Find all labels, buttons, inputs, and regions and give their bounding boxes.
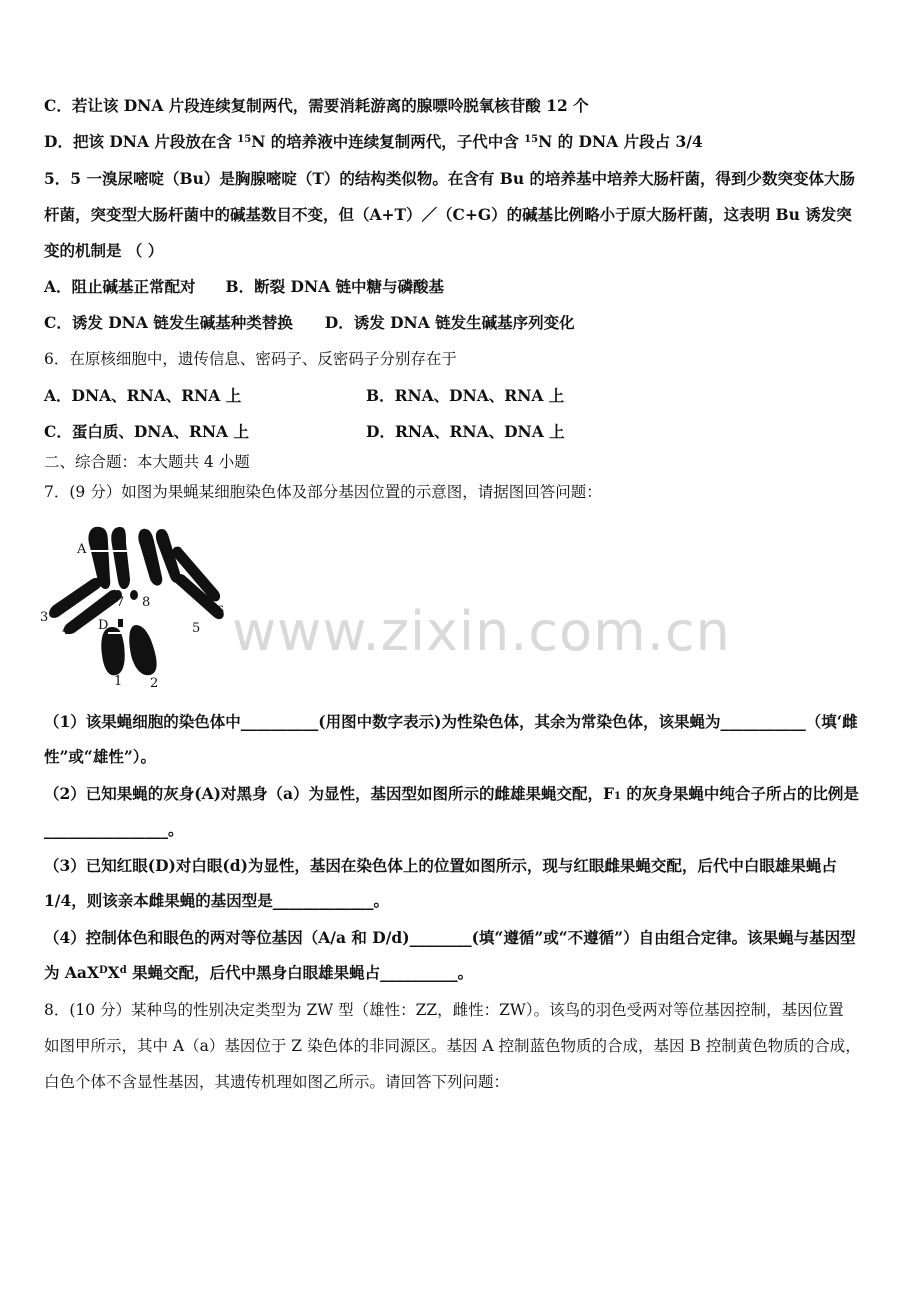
q5-options-ab — [44, 277, 444, 297]
label-6: 6 — [216, 604, 225, 619]
q8-stem-line1: 8．(10 分）某种鸟的性别决定类型为 ZW 型（雄性：ZZ，雌性：ZW）。该鸟的羽色受两对等位基因控制，基因位置 — [44, 1001, 844, 1019]
label-gene-a: A — [77, 542, 87, 557]
q6-option-a: A．DNA、RNA、RNA 上 — [44, 386, 242, 405]
q5-option-a: A．阻止碱基正常配对 — [44, 277, 196, 296]
label-8: 8 — [142, 595, 151, 610]
chromosome-1 — [101, 627, 124, 675]
q7-part3-line1: （3）已知红眼(D)对白眼(d)为显性，基因在染色体上的位置如图所示，现与红眼雌果蝇交配，后代中白眼雄果蝇占 — [44, 856, 837, 875]
q7-part4-line1: （4）控制体色和眼色的两对等位基因（A/a 和 D/d)________(填“遵循”或“不遵循”）自由组合定律。该果蝇与基因型 — [44, 928, 856, 947]
watermark: www.zixin.com.cn — [232, 600, 731, 663]
q5-option-d: D．诱发 DNA 链发生碱基序列变化 — [324, 313, 575, 332]
chromosome-2 — [129, 625, 156, 675]
q5-stem-line3: 变的机制是 （ ） — [44, 241, 164, 260]
q4-option-c: C．若让该 DNA 片段连续复制两代，需要消耗游离的腺嘌呤脱氧核苷酸 12 个 — [44, 96, 589, 115]
q8-stem-line3: 白色个体不含显性基因，其遗传机理如图乙所示。请回答下列问题： — [44, 1073, 510, 1091]
q4-option-d: D．把该 DNA 片段放在含 $^{15}$N 的培养液中连续复制两代，子代中含 $^{15}$N 的 DNA 片段占 3/4 — [44, 132, 703, 151]
q5-stem-line2: 杆菌，突变型大肠杆菌中的碱基数目不变，但（A+T）／（C+G）的碱基比例略小于原大肠杆菌，这表明 Bu 诱发突 — [44, 205, 852, 224]
q6-option-d: D．RNA、RNA、DNA 上 — [366, 422, 565, 441]
chromosome-a-arm-right — [111, 527, 130, 589]
chromosome-figure — [38, 515, 238, 695]
label-gene-d: D — [98, 618, 109, 633]
section-heading: 二、综合题：本大题共 4 小题 — [44, 453, 250, 471]
q6-option-b: B．RNA、DNA、RNA 上 — [366, 386, 565, 405]
q5-option-c: C．诱发 DNA 链发生碱基种类替换 — [44, 313, 293, 332]
label-5: 5 — [192, 621, 201, 636]
chromosome-8 — [130, 590, 138, 600]
label-7: 7 — [116, 595, 125, 610]
chromosome-1-top — [118, 619, 123, 627]
label-4: 4 — [62, 623, 71, 638]
q6-option-c: C．蛋白质、DNA、RNA 上 — [44, 422, 249, 441]
label-1: 1 — [114, 674, 123, 689]
q7-part1-line1: （1）该果蝇细胞的染色体中__________(用图中数字表示)为性染色体，其余为常染色体，该果蝇为___________（填‘雌 — [44, 712, 858, 731]
q7-part4-line2: 为 $AaX^DX^d$ 果蝇交配，后代中黑身白眼雄果蝇占__________。 — [44, 963, 474, 982]
q5-stem-line1: 5．5 一溴尿嘧啶（Bu）是胸腺嘧啶（T）的结构类似物。在含有 Bu 的培养基中培养大肠杆菌，得到少数突变体大肠 — [44, 169, 856, 188]
q5-options-cd — [44, 313, 575, 333]
q5-option-b: B．断裂 DNA 链中糖与磷酸基 — [225, 277, 445, 296]
q6-options-cd — [44, 422, 644, 442]
q7-part2-line1: （2）已知果蝇的灰身(A)对黑身（a）为显性，基因型如图所示的雌雄果蝇交配，F1 的灰身果蝇中纯合子所占的比例是 — [44, 784, 859, 803]
q8-stem-line2: 如图甲所示，其中 A（a）基因位于 Z 染色体的非同源区。基因 A 控制蓝色物质的合成，基因 B 控制黄色物质的合成， — [44, 1037, 861, 1055]
q7-part3-line2: 1/4，则该亲本雌果蝇的基因型是_____________。 — [44, 891, 389, 910]
q7-part1-line2: 性”或“雄性”）。 — [44, 747, 156, 766]
q6-stem: 6．在原核细胞中，遗传信息、密码子、反密码子分别存在于 — [44, 350, 457, 368]
q6-options-ab — [44, 386, 644, 406]
q7-part2-line2: ________________。 — [44, 820, 184, 839]
label-3: 3 — [40, 610, 49, 625]
q7-stem: 7．(9 分）如图为果蝇某细胞染色体及部分基因位置的示意图，请据图回答问题： — [44, 483, 602, 501]
label-2: 2 — [150, 676, 159, 691]
